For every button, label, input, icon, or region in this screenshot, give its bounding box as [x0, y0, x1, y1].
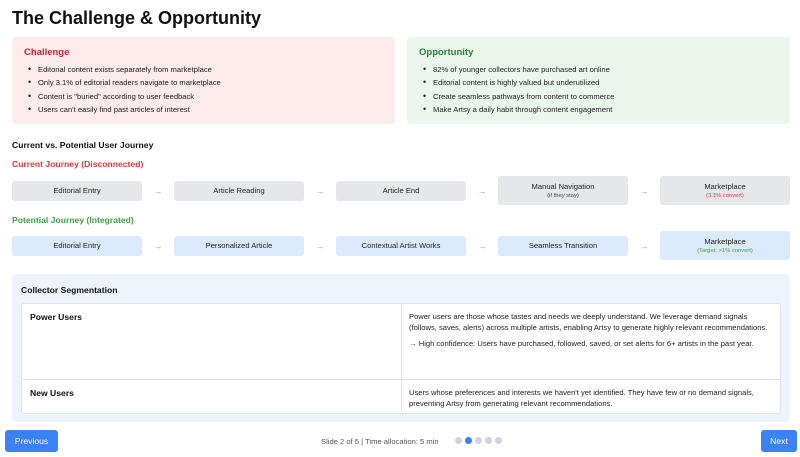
- segment-desc-text: Users whose preferences and interests we haven't yet identified. They have few or no demand signals, preventing Artsy from generating relevant recommendations.: [409, 388, 754, 408]
- list-item: • Content is "buried" according to user feedback: [24, 90, 383, 103]
- journey-step: [12, 181, 142, 201]
- arrow-right-icon: →: [153, 240, 163, 251]
- arrow-right-icon: →: [477, 240, 487, 251]
- challenge-box: [12, 37, 395, 124]
- step-label: Contextual Artist Works: [361, 241, 441, 250]
- journey-step: [336, 181, 466, 201]
- journey-step: [660, 176, 790, 205]
- slide-dot[interactable]: [485, 437, 492, 444]
- current-journey-label: Current Journey (Disconnected): [12, 159, 144, 169]
- previous-button[interactable]: Previous: [5, 430, 58, 452]
- segment-desc-text: Power users are those whose tastes and needs we deeply understand. We leverage demand signals (follows, saves, alerts) across multiple artists, enabling Artsy to generate highly relevant recommendations.: [409, 312, 768, 332]
- step-label: Editorial Entry: [53, 186, 101, 195]
- arrow-right-icon: →: [315, 185, 325, 196]
- potential-journey-label: Potential Journey (Integrated): [12, 215, 134, 225]
- arrow-right-icon: →: [639, 185, 649, 196]
- segmentation-table: [21, 303, 781, 414]
- journey-step: [174, 181, 304, 201]
- opportunity-list: [419, 63, 778, 117]
- journey-step: [12, 236, 142, 256]
- arrow-right-icon: →: [153, 185, 163, 196]
- journey-step: [174, 236, 304, 256]
- list-item: • Create seamless pathways from content to commerce: [419, 90, 778, 103]
- page-title: The Challenge & Opportunity: [12, 8, 262, 28]
- step-label: Marketplace: [704, 237, 746, 246]
- step-label: Article End: [382, 186, 420, 195]
- current-journey-row: [12, 176, 790, 205]
- journey-step: [498, 176, 628, 205]
- step-label: Marketplace: [704, 182, 746, 191]
- list-item: • Make Artsy a daily habit through content engagement: [419, 103, 778, 116]
- segmentation-heading: Collector Segmentation: [21, 285, 118, 295]
- arrow-right-icon: →: [477, 185, 487, 196]
- journey-step: [660, 231, 790, 260]
- next-button[interactable]: Next: [761, 430, 797, 452]
- arrow-right-icon: →: [639, 240, 649, 251]
- segmentation-panel: [12, 274, 790, 422]
- potential-journey-row: [12, 231, 790, 260]
- slide-info: Slide 2 of 5 | Time allocation: 5 min: [321, 437, 439, 446]
- list-item: • Users can't easily find past articles of interest: [24, 103, 383, 116]
- segment-name: New Users: [22, 380, 402, 413]
- challenge-heading: Challenge: [24, 47, 70, 58]
- segment-name: Power Users: [22, 304, 402, 379]
- slide-dot[interactable]: [475, 437, 482, 444]
- step-label: Editorial Entry: [53, 241, 101, 250]
- step-label: Manual Navigation: [531, 182, 595, 191]
- arrow-right-icon: →: [315, 240, 325, 251]
- table-row: [22, 304, 780, 379]
- journey-heading: Current vs. Potential User Journey: [12, 140, 154, 150]
- slide-dots: [455, 437, 502, 444]
- step-sublabel: (Target: >1% convert): [697, 248, 753, 254]
- table-row: [22, 379, 780, 413]
- slide-dot[interactable]: [455, 437, 462, 444]
- step-sublabel: (if they stay): [547, 193, 579, 199]
- list-item: • Only 3.1% of editorial readers navigate to marketplace: [24, 76, 383, 89]
- segment-description: [402, 380, 780, 413]
- challenge-list: [24, 63, 383, 117]
- list-item: • 82% of younger collectors have purchased art online: [419, 63, 778, 76]
- slide-dot[interactable]: [495, 437, 502, 444]
- opportunity-heading: Opportunity: [419, 47, 474, 58]
- step-sublabel: (3.1% convert): [706, 193, 744, 199]
- step-label: Seamless Transition: [528, 241, 598, 250]
- journey-step: [336, 236, 466, 256]
- list-item: • Editorial content exists separately from marketplace: [24, 63, 383, 76]
- slide-dot-active[interactable]: [465, 437, 472, 444]
- segment-note: → High confidence: Users have purchased, followed, saved, or set alerts for 6+ artists in the past year.: [409, 339, 754, 348]
- step-label: Personalized Article: [205, 241, 273, 250]
- journey-step: [498, 236, 628, 256]
- opportunity-box: [407, 37, 790, 124]
- step-label: Article Reading: [213, 186, 265, 195]
- segment-description: [402, 304, 780, 379]
- list-item: • Editorial content is highly valued but underutilized: [419, 76, 778, 89]
